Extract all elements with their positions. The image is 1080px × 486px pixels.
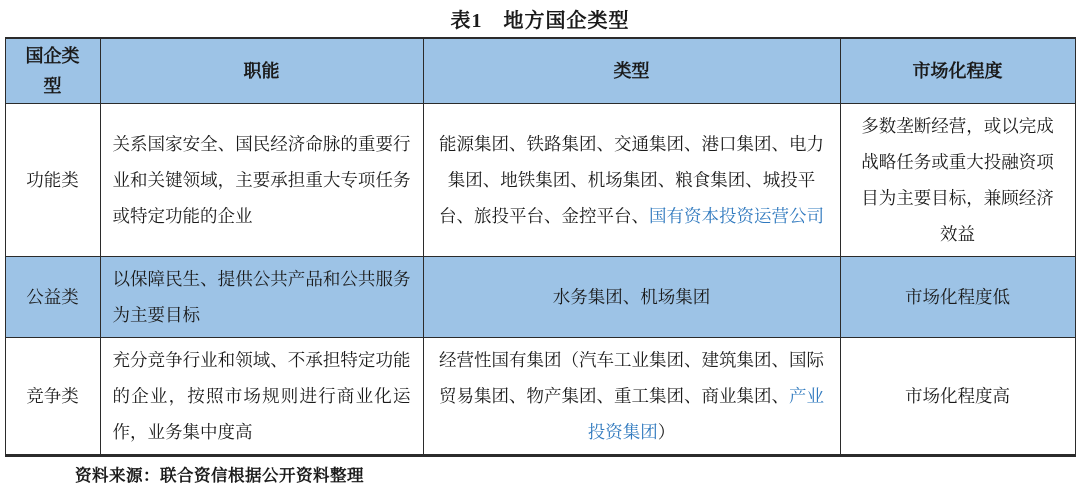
cell-text: ） [657,422,676,442]
table-header-row [5,38,1075,104]
table-row-public [5,257,1075,338]
cell-types [423,104,840,257]
column-header-category: 国企类型 [5,38,100,104]
page-title: 表1 地方国企类型 [450,10,630,32]
cell-function: 充分竞争行业和领域、不承担特定功能的企业，按照市场规则进行商业化运作，业务集中度高 [100,338,423,456]
cell-marketization: 市场化程度高 [840,338,1075,456]
cell-text: 水务集团、机场集团 [552,287,711,307]
cell-category: 竞争类 [5,338,100,456]
table-row-functional [5,104,1075,257]
cell-category: 功能类 [5,104,100,257]
cell-types [423,257,840,338]
cell-function: 以保障民生、提供公共产品和公共服务为主要目标 [100,257,423,338]
soe-type-table [5,37,1076,457]
cell-function: 关系国家安全、国民经济命脉的重要行业和关键领域，主要承担重大专项任务或特定功能的企业 [100,104,423,257]
cell-marketization: 市场化程度低 [840,257,1075,338]
cell-category: 公益类 [5,257,100,338]
cell-marketization: 多数垄断经营，或以完成战略任务或重大投融资项目为主要目标，兼顾经济效益 [840,104,1075,257]
highlighted-entity-text: 国有资本投资运营公司 [649,206,824,226]
cell-text: 经营性国有集团（汽车工业集团、建筑集团、国际贸易集团、物产集团、重工集团、商业集团、 [439,350,824,406]
cell-text: 能源集团、铁路集团、交通集团、港口集团、电力集团、地铁集团、机场集团、粮食集团、城投平台、旅投平台、金控平台、 [439,134,824,226]
column-header-marketization: 市场化程度 [840,38,1075,104]
table-row-competitive [5,338,1075,456]
highlighted-entity-text: 产业投资集团 [587,386,824,442]
column-header-types: 类型 [423,38,840,104]
cell-types [423,338,840,456]
data-source-note: 资料来源：联合资信根据公开资料整理 [75,466,364,485]
column-header-function: 职能 [100,38,423,104]
